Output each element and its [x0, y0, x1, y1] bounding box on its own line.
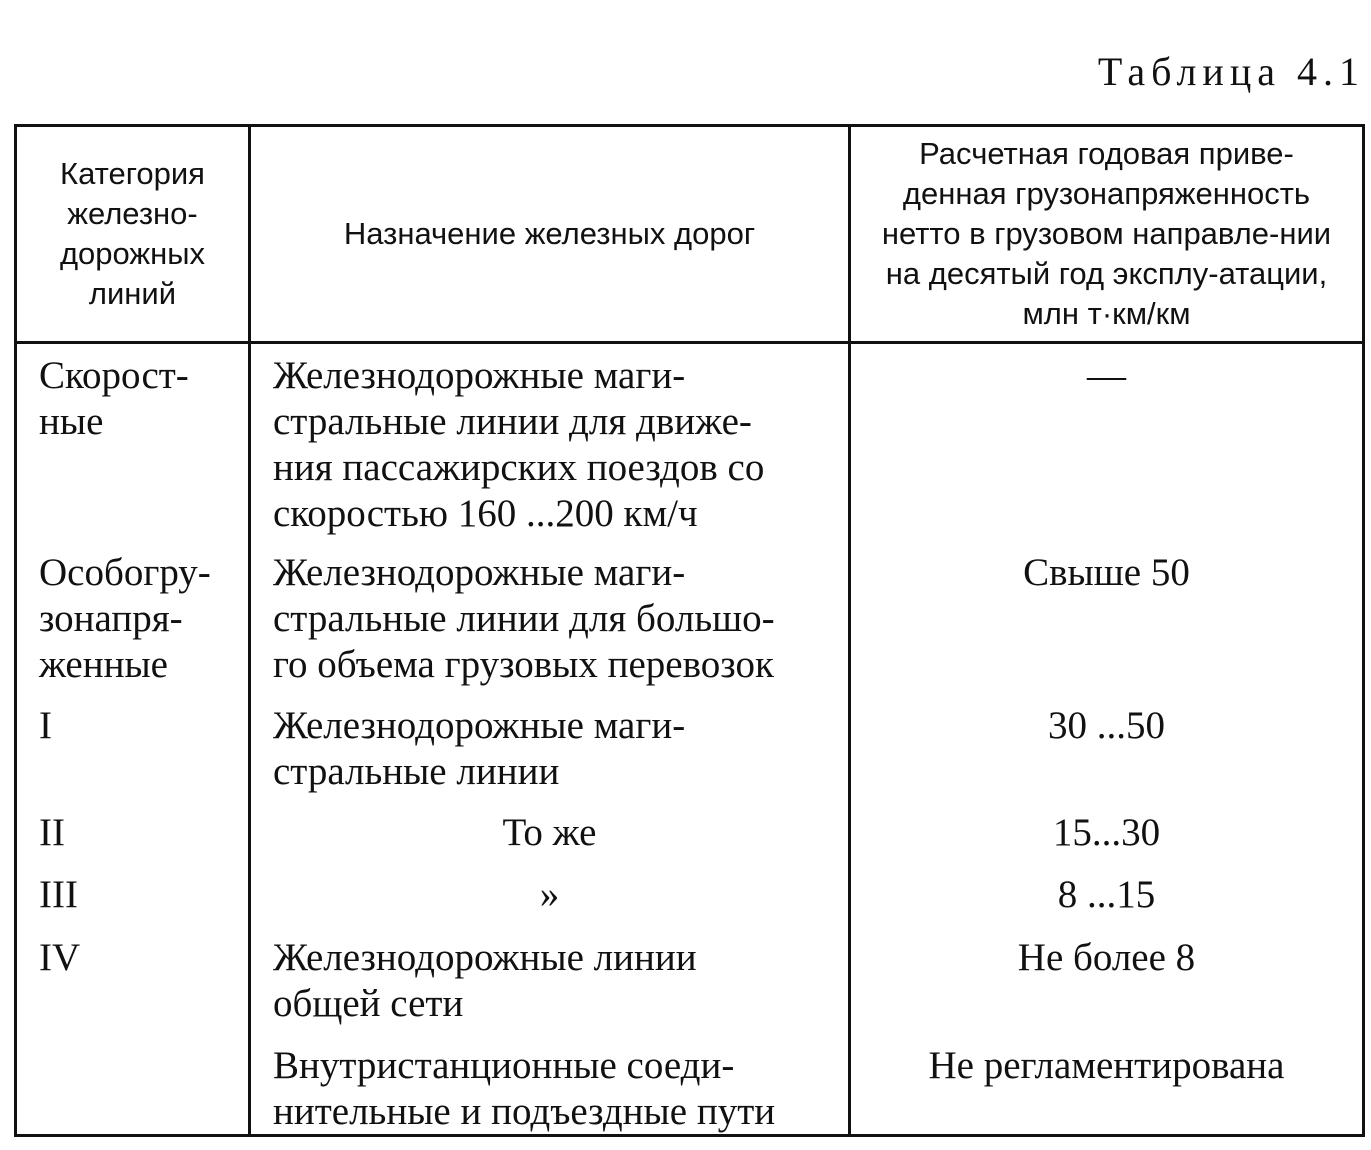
- row-purpose: »: [539, 873, 560, 916]
- row-category: III: [39, 873, 78, 916]
- header-divider: [17, 341, 1362, 344]
- row-category: Скорост- ные: [39, 354, 189, 443]
- header-load-text: Расчетная годовая приве-денная грузонапряженность нетто в грузовом направле-нии на десятый год эксплу-атации, млн т·км/км: [881, 136, 1332, 331]
- data-table: [14, 124, 1365, 1137]
- header-purpose: [251, 127, 848, 341]
- row-purpose: Железнодорожные маги- стральные линии для большо- го объема грузовых перевозок: [273, 551, 775, 686]
- row-purpose: Внутристанционные соеди- нительные и подъездные пути: [273, 1044, 776, 1133]
- row-purpose: Железнодорожные линии общей сети: [273, 936, 697, 1025]
- row-category: IV: [39, 936, 81, 979]
- row-load: Не регламентирована: [928, 1044, 1285, 1087]
- row-purpose: Железнодорожные маги- стральные линии: [273, 704, 686, 793]
- header-load: [851, 127, 1362, 341]
- row-load: Не более 8: [1017, 936, 1196, 979]
- row-purpose: Железнодорожные маги- стральные линии для движе- ния пассажирских поездов со скоростью 160 ...200 км/ч: [273, 354, 765, 535]
- table-caption: Таблица 4.1: [1097, 49, 1365, 94]
- row-load: 15...30: [1052, 811, 1161, 854]
- row-category: Особогру- зонапря- женные: [39, 551, 211, 686]
- row-category: I: [39, 704, 52, 747]
- header-purpose-text: Назначение железных дорог: [343, 216, 756, 251]
- row-category: II: [39, 811, 65, 854]
- row-load: 8 ...15: [1057, 873, 1156, 916]
- row-purpose: То же: [502, 811, 597, 854]
- row-load: 30 ...50: [1048, 704, 1165, 747]
- header-category-text: Категория железно-дорожных линий: [59, 156, 206, 311]
- header-category: [17, 127, 248, 341]
- row-load: —: [1087, 354, 1126, 397]
- row-load: Свыше 50: [1023, 551, 1190, 594]
